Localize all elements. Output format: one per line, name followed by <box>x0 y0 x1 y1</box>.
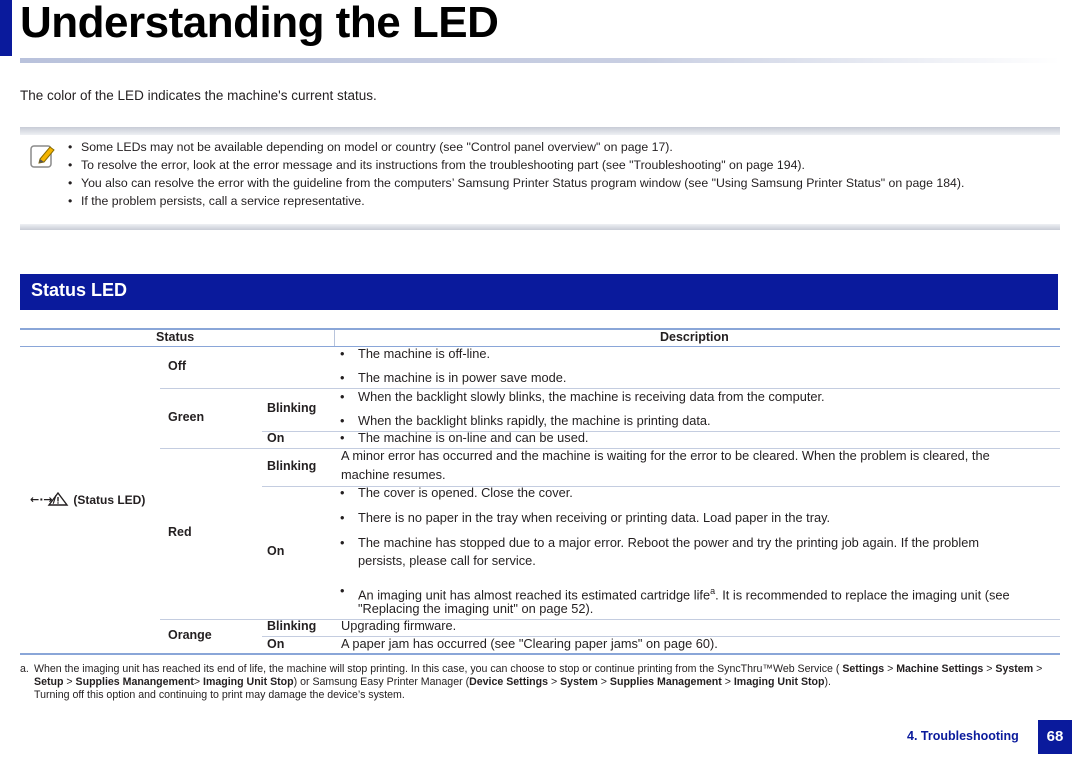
column-header-description: Description <box>660 330 729 344</box>
note-item: • Some LEDs may not be available depending on model or country (see "Control panel overview" on page 17). <box>66 138 964 156</box>
footnote-label: a. <box>20 663 29 675</box>
red-blinking-text: A minor error has occurred and the machine is waiting for the error to be cleared. When the problem is cleared, the <box>341 448 990 463</box>
status-red-label: Red <box>168 525 192 539</box>
orange-blinking-text: Upgrading firmware. <box>341 618 457 633</box>
orange-on-label: On <box>267 637 285 651</box>
menu-path-machine-settings: Machine Settings <box>896 663 984 675</box>
intro-text: The color of the LED indicates the machine's current status. <box>20 88 377 103</box>
note-item: • You also can resolve the error with the guideline from the computers’ Samsung Printer Status program window (see "Using Samsung Printer Status" on page 184). <box>66 174 964 192</box>
menu-path-supplies: Supplies Manangement <box>75 676 194 688</box>
green-blinking-item: • When the backlight slowly blinks, the machine is receiving data from the computer. <box>334 388 825 406</box>
page-title: Understanding the LED <box>20 0 499 47</box>
status-led-warning-icon <box>30 491 70 507</box>
red-on-item: • The machine has stopped due to a major error. Reboot the power and try the printing job again. If the problem <box>334 534 979 552</box>
off-description-item: • The machine is in power save mode. <box>334 369 566 387</box>
path-separator: > <box>66 676 73 688</box>
note-bottom-border <box>20 224 1060 230</box>
red-blinking-label: Blinking <box>267 459 317 473</box>
footnote-text-part: When the imaging unit has reached its end of life, the machine will stop printing. In this case, you can choose to stop or continue printing from the SyncThru™Web Service ( <box>34 663 840 675</box>
title-rule <box>20 58 1060 63</box>
path-separator: > <box>600 676 607 688</box>
path-separator: > <box>193 676 201 688</box>
footnote-text-part: ). <box>824 676 831 688</box>
svg-text:←·→/: ←·→/ <box>30 493 57 506</box>
orange-blinking-label: Blinking <box>267 619 317 633</box>
path-separator: > <box>550 676 558 688</box>
orange-on-text: A paper jam has occurred (see "Clearing paper jams" on page 60). <box>341 636 718 651</box>
status-off-label: Off <box>168 359 187 373</box>
green-blinking-label: Blinking <box>267 401 317 415</box>
footer-chapter-link[interactable]: 4. Troubleshooting <box>907 729 1019 743</box>
note-pencil-icon <box>30 143 56 169</box>
footnote-text <box>34 663 1070 702</box>
column-divider <box>334 330 335 346</box>
menu-path-system: System <box>995 663 1034 675</box>
path-separator: > <box>887 663 894 675</box>
red-blinking-text: machine resumes. <box>341 467 446 482</box>
footnote-ref: a <box>710 586 716 596</box>
note-box <box>20 127 1060 230</box>
status-led-label <box>30 491 145 507</box>
red-on-item-continued: "Replacing the imaging unit" on page 52). <box>358 601 594 616</box>
menu-path-settings: Settings <box>842 663 885 675</box>
page-number: 68 <box>1038 720 1072 754</box>
title-accent-bar <box>0 0 12 56</box>
green-on-label: On <box>267 431 285 445</box>
status-orange-label: Orange <box>168 628 212 642</box>
note-item: • To resolve the error, look at the error message and its instructions from the troubleshooting part (see "Troubleshooting" on page 194). <box>66 156 964 174</box>
table-bottom-rule <box>20 653 1060 655</box>
path-separator: > <box>724 676 731 688</box>
red-on-item4-text-b: . It is recommended to replace the imaging unit (see <box>715 587 1010 603</box>
red-on-label: On <box>267 544 285 558</box>
menu-path-imaging-unit-stop: Imaging Unit Stop <box>203 676 294 688</box>
footnote-text-part: ) or Samsung Easy Printer Manager ( <box>293 676 470 688</box>
menu-path-device-settings: Device Settings <box>469 676 549 688</box>
footnote-text-part: Turning off this option and continuing to print may damage the device’s system. <box>34 689 405 701</box>
section-header: Status LED <box>20 274 1058 310</box>
menu-path-supplies-management: Supplies Management <box>609 676 722 688</box>
off-description-item: • The machine is off-line. <box>334 345 490 363</box>
status-green-label: Green <box>168 410 205 424</box>
status-led-text: (Status LED) <box>73 493 146 507</box>
green-blinking-item: • When the backlight blinks rapidly, the machine is printing data. <box>334 412 711 430</box>
green-on-item: • The machine is on-line and can be used. <box>334 429 589 447</box>
note-item: • If the problem persists, call a service representative. <box>66 192 964 210</box>
table-header-rule <box>20 346 1060 347</box>
red-on-item4-text: An imaging unit has almost reached its estimated cartridge life <box>358 587 711 603</box>
menu-path-system: System <box>560 676 598 688</box>
menu-path-imaging-unit-stop: Imaging Unit Stop <box>733 676 825 688</box>
path-separator: > <box>986 663 993 675</box>
red-on-item: • The cover is opened. Close the cover. <box>334 484 573 502</box>
note-top-border <box>20 127 1060 135</box>
red-on-item-continued: persists, please call for service. <box>358 553 536 568</box>
menu-path-setup: Setup <box>34 676 64 688</box>
red-on-item: • There is no paper in the tray when receiving or printing data. Load paper in the tray. <box>334 509 830 527</box>
path-separator: > <box>1036 663 1043 675</box>
column-header-status: Status <box>156 330 195 344</box>
note-list <box>66 138 964 210</box>
